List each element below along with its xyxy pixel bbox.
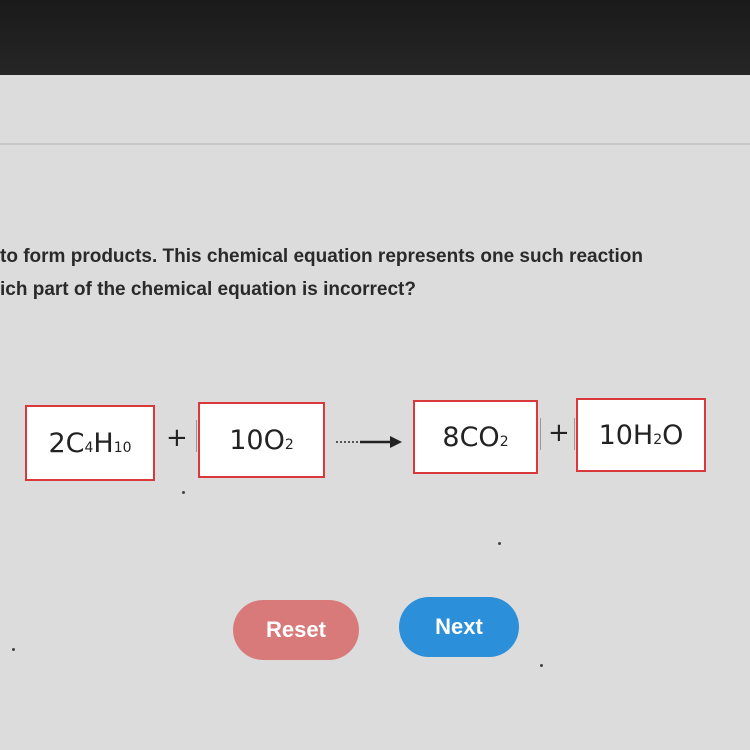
plus-sign-2: + xyxy=(548,418,570,448)
separator-3 xyxy=(574,418,575,450)
term-3-main: 8CO xyxy=(442,421,500,453)
term-1-sub-2: 10 xyxy=(113,440,132,456)
screen-speck xyxy=(540,664,543,667)
question-line-1: to form products. This chemical equation represents one such reaction xyxy=(0,246,643,267)
header-divider xyxy=(0,143,750,145)
term-1-mid: H xyxy=(93,427,114,459)
screen-speck xyxy=(498,542,501,545)
term-3-sub-1: 2 xyxy=(499,434,509,450)
term-reactant-oxygen[interactable] xyxy=(198,402,325,478)
term-2-main: 10O xyxy=(229,424,285,456)
question-line-2: ich part of the chemical equation is incorrect? xyxy=(0,279,416,300)
next-button[interactable]: Next xyxy=(399,597,519,657)
screen-speck xyxy=(182,491,185,494)
plus-sign-1: + xyxy=(166,423,188,453)
reaction-arrow-icon xyxy=(334,432,404,452)
term-product-carbon-dioxide[interactable] xyxy=(413,400,538,474)
top-bar xyxy=(0,0,750,75)
reset-button[interactable]: Reset xyxy=(233,600,359,660)
separator-2 xyxy=(540,418,541,450)
question-text xyxy=(0,240,750,306)
term-1-main: 2C xyxy=(48,427,85,459)
separator-1 xyxy=(196,420,197,452)
term-4-main: 10H xyxy=(598,419,654,451)
screen-speck xyxy=(12,648,15,651)
term-4-sub-1: 2 xyxy=(653,432,663,448)
term-product-water[interactable] xyxy=(576,398,706,472)
term-1-sub-1: 4 xyxy=(84,440,94,456)
term-2-sub-1: 2 xyxy=(284,437,294,453)
term-4-end: O xyxy=(662,419,684,451)
term-reactant-butane[interactable] xyxy=(25,405,155,481)
